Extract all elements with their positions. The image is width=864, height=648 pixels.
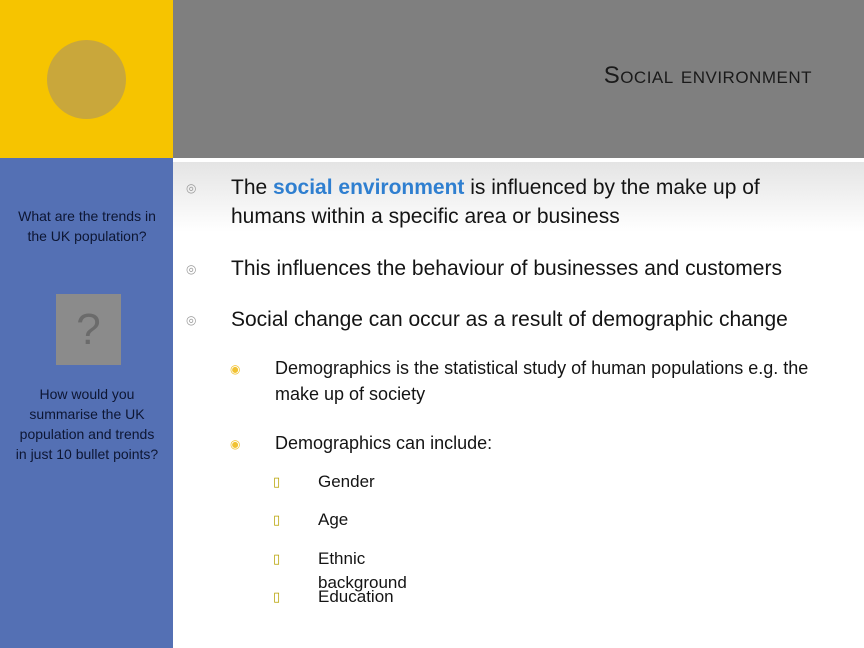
square-bullet-icon: ▯ [273,589,281,604]
bullet-text: is influenced by the make up of humans within a specific area or business [231,176,760,228]
circle-bullet-icon: ◎ [186,262,197,276]
list-item: Demographics can include: [275,433,493,453]
list-item: Age [318,510,349,529]
square-bullet-icon: ▯ [273,551,281,566]
sidebar-question-summary: How would you summarise the UK population and trends in just 10 bullet points? [15,386,159,462]
list-item: Gender [318,472,375,491]
decorative-circle [47,40,126,119]
question-mark-image [56,294,121,365]
slide-title: Social environment [603,62,812,89]
sidebar-question-trends: What are the trends in the UK population? [18,208,156,244]
circle-bullet-icon: ◎ [186,181,197,195]
square-bullet-icon: ▯ [273,474,281,489]
list-item: Education [318,587,394,606]
list-item: This influences the behaviour of businesses and customers [231,257,782,280]
circle-bullet-icon: ◎ [186,313,197,327]
bullet-text: The [231,176,274,199]
sun-bullet-icon: ◉ [230,437,241,451]
list-item: Demographics is the statistical study of human populations e.g. the make up of society [275,358,809,404]
list-item: Ethnic background [318,549,407,592]
title-bar [173,0,864,158]
sun-bullet-icon: ◉ [230,362,241,376]
list-item: Social change can occur as a result of demographic change [231,308,788,331]
highlight-term: social environment [273,176,465,199]
list-item [231,173,821,231]
square-bullet-icon: ▯ [273,512,281,527]
question-mark-icon: ? [76,304,101,354]
